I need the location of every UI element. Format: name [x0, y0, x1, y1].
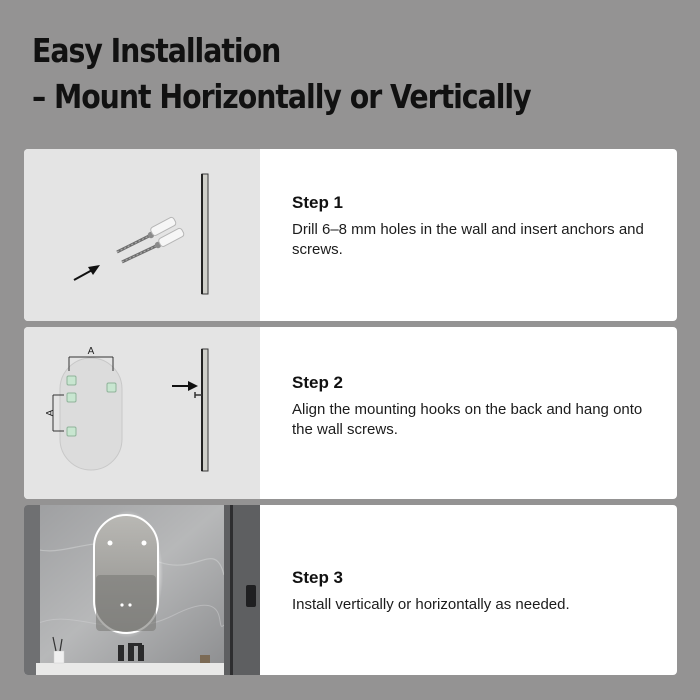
wall-section-icon	[202, 174, 208, 294]
step-2-card	[24, 327, 677, 499]
step-title: Step 2	[292, 373, 344, 392]
wall-section-icon	[195, 349, 208, 471]
step-title: Step 1	[292, 193, 344, 212]
step-3-card	[24, 505, 677, 675]
mirror-back-icon	[60, 358, 122, 470]
screw-icon	[117, 232, 161, 262]
step-1-text	[292, 149, 662, 321]
step-title: Step 3	[292, 568, 344, 587]
dimension-label-horizontal: A	[87, 346, 95, 357]
faucet-icon	[118, 643, 144, 661]
sink-counter	[36, 663, 224, 675]
step-2-text	[292, 327, 662, 499]
backlit-oval-mirror	[92, 510, 163, 637]
step-description: Install vertically or horizontally as needed.	[292, 596, 570, 613]
step-3-photo	[24, 505, 260, 675]
step-1-card	[24, 149, 677, 321]
step-1-illustration	[24, 149, 260, 321]
step-description: Align the mounting hooks on the back and hang onto the wall screws.	[292, 401, 643, 438]
arrow-icon	[74, 265, 100, 280]
soap-dish	[200, 655, 210, 663]
step-2-illustration	[24, 327, 260, 499]
page-title-line-1: Easy Installation	[32, 31, 281, 70]
page-title	[32, 28, 531, 120]
step-description: Drill 6–8 mm holes in the wall and insert anchors and screws.	[292, 221, 644, 258]
step-3-text	[292, 505, 662, 675]
dimension-label-vertical: A	[45, 409, 56, 417]
wall-switch	[246, 585, 256, 607]
wall-anchor-icon	[150, 216, 185, 247]
arrow-icon	[172, 381, 198, 391]
page-title-line-2: – Mount Horizontally or Vertically	[32, 77, 531, 116]
